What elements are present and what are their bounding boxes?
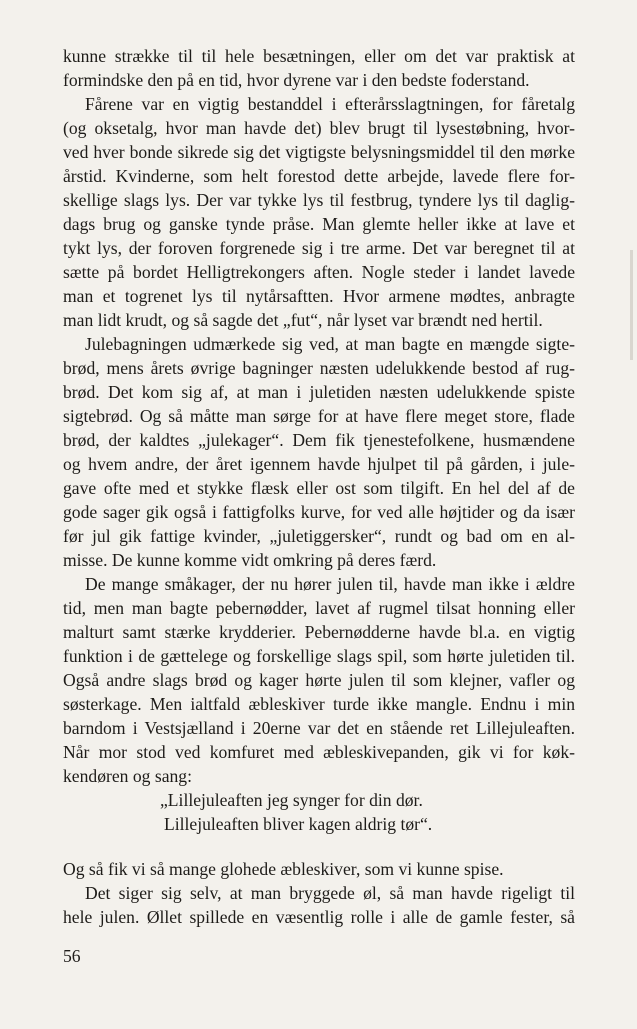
text-line: sætte på bordet Helligtrekongers aften. Nogle steder i landet lavede: [63, 262, 575, 282]
text-line: hele julen. Øllet spillede en væsentlig rolle i alle de gamle fester, så: [63, 907, 575, 927]
text-line: man lidt krudt, og så sagde det „fut“, når lyset var brændt ned hertil.: [63, 310, 543, 330]
text-line: Det siger sig selv, at man bryggede øl, så man havde rigeligt til: [85, 883, 575, 903]
text-line: formindske den på en tid, hvor dyrene var i den bedste foderstand.: [63, 70, 530, 90]
text-line: Fårene var en vigtig bestanddel i efterårsslagtningen, for fåretalg: [85, 94, 575, 114]
text-line: Også andre slags brød og kager hørte julen til som klejner, vafler og: [63, 670, 575, 690]
text-line: tykt lys, der foroven forgrenede sig i tre arme. Det var beregnet til at: [63, 238, 575, 258]
paragraph-1: [63, 44, 575, 92]
paragraph-3: [63, 332, 575, 572]
verse-line: „Lillejuleaften jeg synger for din dør.: [160, 790, 423, 810]
text-line: brød, der kaldtes „julekager“. Dem fik tjenestefolkene, husmændene: [63, 430, 575, 450]
paragraph-4: [63, 572, 575, 788]
text-line: ved hver bonde sikrede sig det vigtigste belysningsmiddel til den mørke: [63, 142, 575, 162]
text-line: gave ofte med et stykke flæsk eller ost som tilgift. En hel del af de: [63, 478, 575, 498]
text-line: barndom i Vestsjælland i 20erne var det en stående ret Lillejuleaften.: [63, 718, 575, 738]
text-line: sigtebrød. Og så måtte man sørge for at have flere meget store, flade: [63, 406, 575, 426]
text-line: De mange småkager, der nu hører julen til, havde man ikke i ældre: [85, 574, 575, 594]
body-text-continued: [63, 857, 575, 929]
text-line: man et togrenet lys til nytårsaftten. Hvor armene mødtes, anbragte: [63, 286, 575, 306]
verse-line: Lillejuleaften bliver kagen aldrig tør“.: [164, 814, 433, 834]
text-line: kendøren og sang:: [63, 766, 192, 786]
text-line: Julebagningen udmærkede sig ved, at man bagte en mængde sigte-: [85, 334, 575, 354]
text-line: og hvem andre, der året igennem havde hjulpet til på gården, i jule-: [63, 454, 575, 474]
paragraph-5: [63, 857, 575, 881]
text-line: før jul gik fattige kvinder, „juletiggersker“, rundt og bad om en al-: [63, 526, 575, 546]
text-line: årstid. Kvinderne, som helt forestod dette arbejde, lavede flere for-: [63, 166, 575, 186]
verse-quote: [160, 788, 490, 836]
text-line: (og oksetalg, hvor man havde det) blev brugt til lysestøbning, hvor-: [63, 118, 575, 138]
page-number: 56: [63, 946, 81, 966]
text-line: brød, mens årets øvrige bagninger næsten udelukkende bestod af rug-: [63, 358, 575, 378]
paragraph-6: [63, 881, 575, 929]
text-line: gode sager gik også i fattigfolks kurve, for ved alle højtider og da især: [63, 502, 575, 522]
text-line: misse. De kunne komme vidt omkring på deres færd.: [63, 550, 437, 570]
text-line: skellige slags lys. Der var tykke lys til festbrug, tyndere lys til daglig-: [63, 190, 575, 210]
body-text: [63, 44, 575, 788]
text-line: tid, men man bagte pebernødder, lavet af rugmel tilsat honning eller: [63, 598, 575, 618]
text-line: Og så fik vi så mange glohede æbleskiver, som vi kunne spise.: [63, 859, 504, 879]
text-line: søsterkage. Men ialtfald æbleskiver turde ikke mangle. Endnu i min: [63, 694, 575, 714]
paragraph-2: [63, 92, 575, 332]
text-line: kunne strække til til hele besætningen, eller om det var praktisk at: [63, 46, 575, 66]
text-line: dags brug og ganske tynde pråse. Man glemte heller ikke at lave et: [63, 214, 575, 234]
text-line: brød. Det kom sig af, at man i juletiden næsten udelukkende spiste: [63, 382, 575, 402]
text-line: Når mor stod ved komfuret med æbleskivepanden, gik vi for køk-: [63, 742, 575, 762]
text-line: funktion i de gættelege og forskellige slags spil, som hørte juletiden til.: [63, 646, 575, 666]
text-line: malturt samt stærke krydderier. Pebernødderne havde bl.a. en vigtig: [63, 622, 575, 642]
page-edge-shadow: [630, 250, 633, 360]
